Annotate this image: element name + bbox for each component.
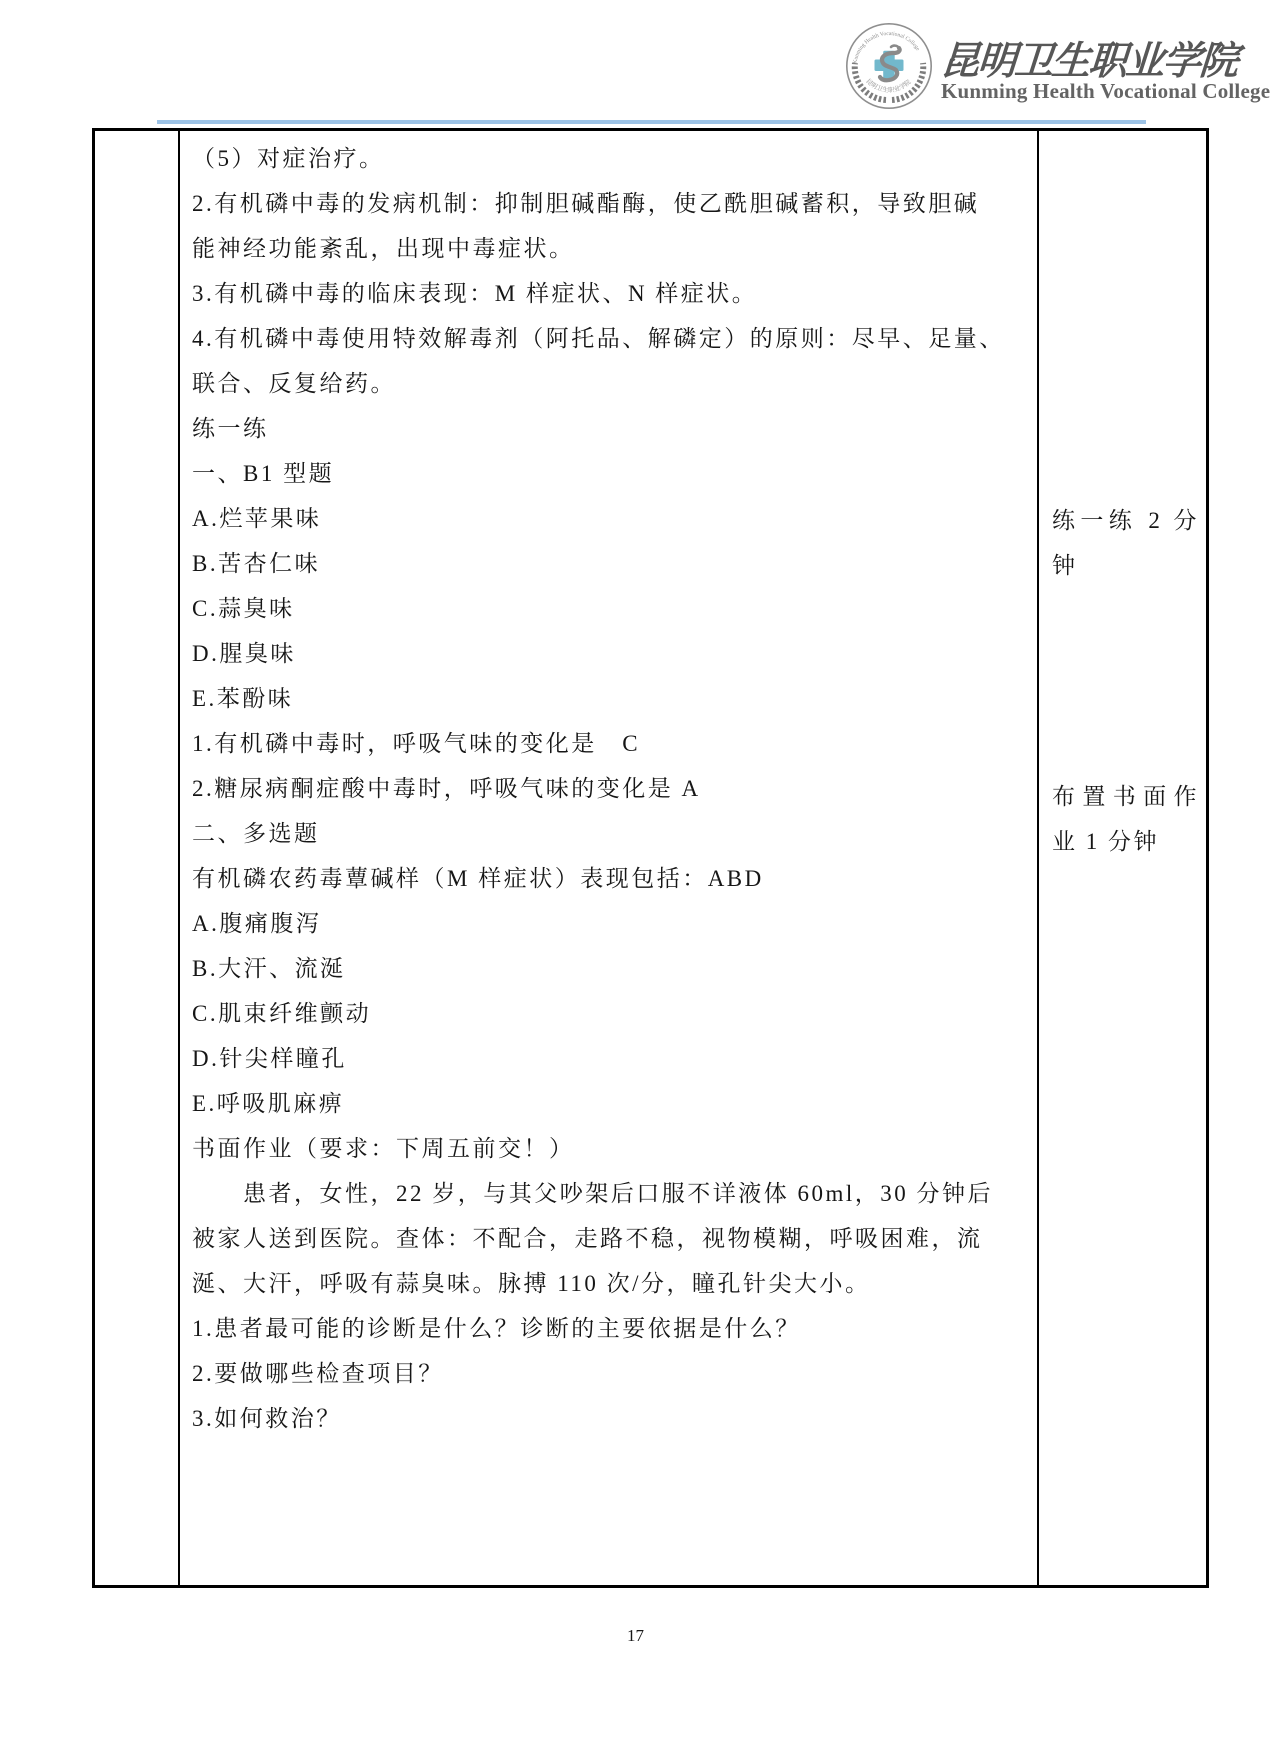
- page-number: 17: [627, 1626, 644, 1645]
- content-line: 被家人送到医院。查体：不配合，走路不稳，视物模糊，呼吸困难，流: [192, 1226, 983, 1251]
- content-line: 联合、反复给药。: [192, 371, 396, 396]
- content-line: A.腹痛腹泻: [192, 911, 322, 936]
- content-line: 3.有机磷中毒的临床表现：M 样症状、N 样症状。: [192, 281, 758, 306]
- college-name-english: Kunming Health Vocational College: [941, 79, 1271, 103]
- note-line: 业 1 分钟: [1052, 829, 1159, 854]
- main-content: [180, 131, 1037, 1441]
- content-line: 练一练: [192, 416, 269, 441]
- content-line: C.蒜臭味: [192, 596, 295, 621]
- content-line: 3.如何救治？: [192, 1406, 342, 1431]
- note-line: 钟: [1052, 553, 1078, 578]
- content-line: 2.糖尿病酮症酸中毒时，呼吸气味的变化是 A: [192, 776, 701, 801]
- content-line: 2.要做哪些检查项目？: [192, 1361, 444, 1386]
- table-left-blank-column: [95, 131, 180, 1585]
- table-notes-column: [1039, 131, 1206, 1585]
- content-line: E.苯酚味: [192, 686, 294, 711]
- logo-ring-text-top: Kunming Health Vocational College: [852, 30, 921, 65]
- content-line: （5）对症治疗。: [192, 146, 385, 171]
- note-line: 布置书面作: [1052, 784, 1199, 809]
- content-line: 能神经功能紊乱，出现中毒症状。: [192, 236, 575, 261]
- content-line: D.腥臭味: [192, 641, 296, 666]
- note-line: 练一练 2 分: [1052, 508, 1199, 533]
- content-line: C.肌束纤维颤动: [192, 1001, 372, 1026]
- content-line: 有机磷农药毒蕈碱样（M 样症状）表现包括：ABD: [192, 866, 764, 891]
- logo-ring-text-bottom: 昆明卫生职业学院: [864, 77, 913, 95]
- content-line: 1.有机磷中毒时，呼吸气味的变化是 C: [192, 731, 641, 756]
- content-line: 1.患者最可能的诊断是什么？诊断的主要依据是什么？: [192, 1316, 801, 1341]
- college-name-calligraphy: 昆明卫生职业学院: [939, 40, 1239, 83]
- content-line: 4.有机磷中毒使用特效解毒剂（阿托品、解磷定）的原则：尽早、足量、: [192, 326, 1005, 351]
- note-practice-duration: [1052, 498, 1199, 588]
- content-line: B.苦杏仁味: [192, 551, 321, 576]
- table-content-column: [180, 131, 1039, 1585]
- content-line: E.呼吸肌麻痹: [192, 1091, 345, 1116]
- content-line: A.烂苹果味: [192, 506, 322, 531]
- content-line: 一、B1 型题: [192, 461, 335, 486]
- header-accent-line: [157, 120, 1146, 124]
- content-line: 患者，女性，22 岁，与其父吵架后口服不详液体 60ml，30 分钟后: [192, 1181, 994, 1206]
- college-logo-seal-icon: [845, 22, 933, 110]
- content-line: 书面作业（要求：下周五前交！）: [192, 1136, 575, 1161]
- content-line: 2.有机磷中毒的发病机制：抑制胆碱酯酶，使乙酰胆碱蓄积，导致胆碱: [192, 191, 980, 216]
- note-homework-duration: [1052, 774, 1199, 864]
- content-line: 涎、大汗，呼吸有蒜臭味。脉搏 110 次/分，瞳孔针尖大小。: [192, 1271, 871, 1296]
- content-line: D.针尖样瞳孔: [192, 1046, 347, 1071]
- content-line: 二、多选题: [192, 821, 320, 846]
- content-line: B.大汗、流涎: [192, 956, 346, 981]
- lesson-plan-table: [92, 128, 1209, 1588]
